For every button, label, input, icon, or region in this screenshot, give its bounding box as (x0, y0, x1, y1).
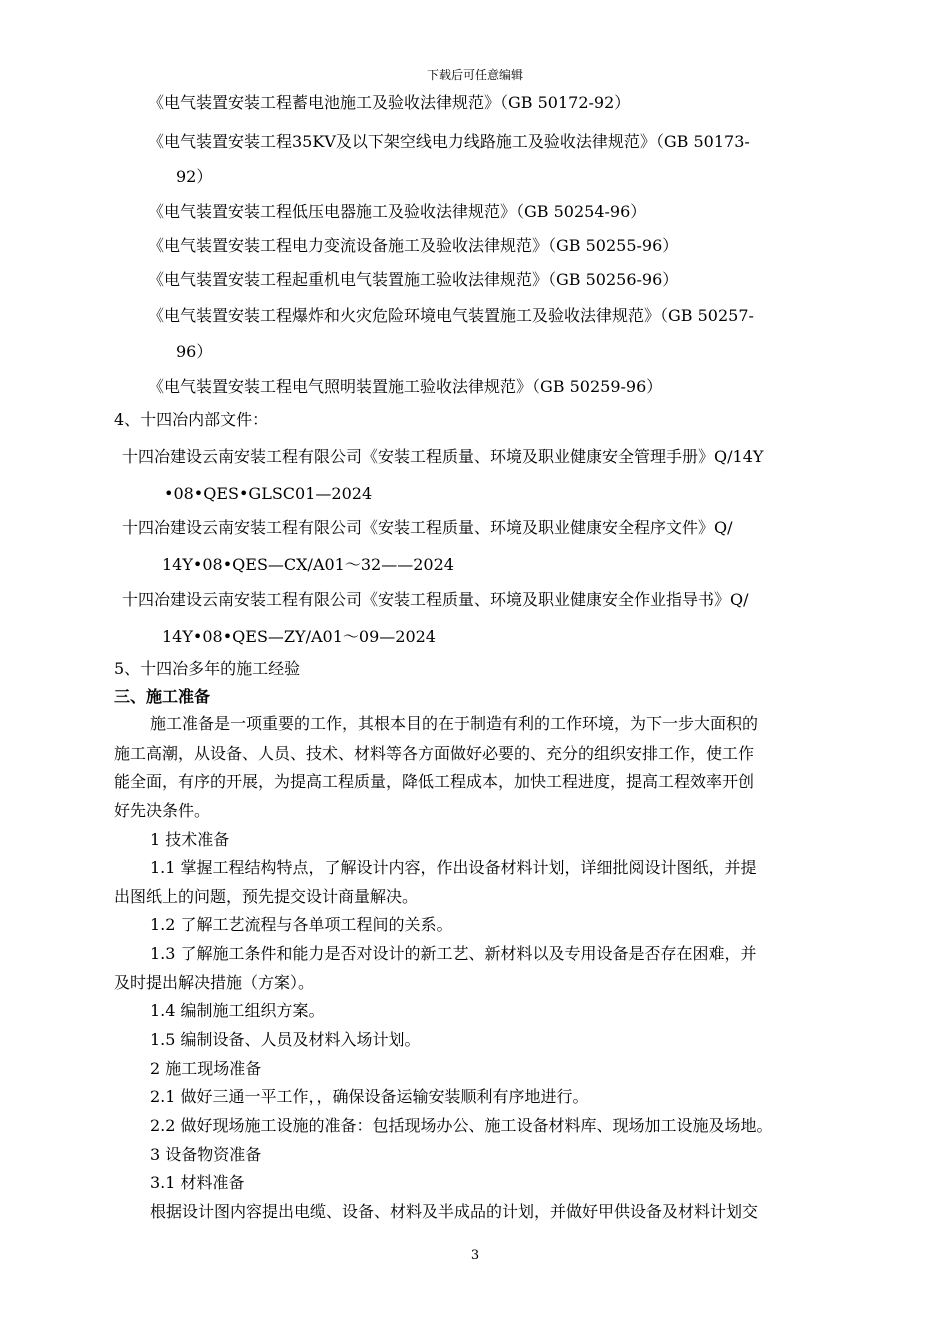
item-line: 1.3 了解施工条件和能力是否对设计的新工艺、新材料以及专用设备是否存在困难，并 (150, 944, 757, 963)
experience-line: 5、十四冶多年的施工经验 (114, 659, 301, 678)
item-line: 1.2 了解工艺流程与各单项工程间的关系。 (150, 915, 453, 934)
subsection-title: 1 技术准备 (150, 830, 230, 849)
item-line: 1.5 编制设备、人员及材料入场计划。 (150, 1030, 421, 1049)
paragraph-line: 施工准备是一项重要的工作，其根本目的在于制造有利的工作环境，为下一步大面积的 (150, 714, 759, 733)
standard-item: 《电气装置安装工程爆炸和火灾危险环境电气装置施工及验收法律规范》（GB 50257- (148, 306, 754, 325)
item-line: 2.2 做好现场施工设施的准备：包括现场办公、施工设备材料库、现场加工设施及场地。 (150, 1116, 773, 1135)
internal-doc-line: 14Y•08•QES—CX/A01～32——2024 (162, 555, 454, 574)
item-line: 1.4 编制施工组织方案。 (150, 1001, 325, 1020)
subsection-title: 3 设备物资准备 (150, 1145, 262, 1164)
paragraph-line: 能全面，有序的开展，为提高工程质量，降低工程成本，加快工程进度，提高工程效率开创 (114, 772, 755, 791)
item-line: 根据设计图内容提出电缆、设备、材料及半成品的计划，并做好甲供设备及材料计划交 (150, 1202, 759, 1221)
internal-doc-line: 十四冶建设云南安装工程有限公司《安装工程质量、环境及职业健康安全管理手册》Q/14Y (122, 447, 764, 466)
standard-item: 《电气装置安装工程起重机电气装置施工验收法律规范》（GB 50256-96） (148, 270, 679, 289)
internal-doc-line: 十四冶建设云南安装工程有限公司《安装工程质量、环境及职业健康安全程序文件》Q/ (122, 518, 733, 537)
standard-item: 《电气装置安装工程电力变流设备施工及验收法律规范》（GB 50255-96） (148, 236, 679, 255)
paragraph-line: 施工高潮，从设备、人员、技术、材料等各方面做好必要的、充分的组织安排工作，使工作 (114, 744, 755, 763)
subsection-title: 2 施工现场准备 (150, 1059, 262, 1078)
standard-item: 《电气装置安装工程电气照明装置施工验收法律规范》（GB 50259-96） (148, 377, 663, 396)
standard-item: 《电气装置安装工程低压电器施工及验收法律规范》（GB 50254-96） (148, 202, 647, 221)
internal-doc-line: 14Y•08•QES—ZY/A01～09—2024 (162, 627, 436, 646)
item-line: 1.1 掌握工程结构特点，了解设计内容，作出设备材料计划，详细批阅设计图纸，并提 (150, 858, 757, 877)
page-number: 3 (470, 1248, 480, 1263)
standard-item: 《电气装置安装工程35KV及以下架空线电力线路施工及验收法律规范》（GB 50173- (148, 132, 750, 151)
section-title: 三、施工准备 (114, 687, 211, 706)
item-line: 3.1 材料准备 (150, 1173, 245, 1192)
internal-docs-heading: 4、十四冶内部文件： (114, 410, 269, 429)
standard-item-continuation: 92） (176, 167, 213, 186)
page-header: 下载后可任意编辑 (426, 68, 523, 82)
standard-item: 《电气装置安装工程蓄电池施工及验收法律规范》（GB 50172-92） (148, 93, 631, 112)
item-line: 2.1 做好三通一平工作，，确保设备运输安装顺利有序地进行。 (150, 1087, 589, 1106)
paragraph-line: 好先决条件。 (114, 801, 211, 820)
standard-item-continuation: 96） (176, 342, 213, 361)
internal-doc-line: •08•QES•GLSC01—2024 (164, 484, 373, 503)
internal-doc-line: 十四冶建设云南安装工程有限公司《安装工程质量、环境及职业健康安全作业指导书》Q/ (122, 590, 749, 609)
item-line: 及时提出解决措施（方案）。 (114, 973, 315, 992)
item-line: 出图纸上的问题，预先提交设计商量解决。 (114, 887, 419, 906)
